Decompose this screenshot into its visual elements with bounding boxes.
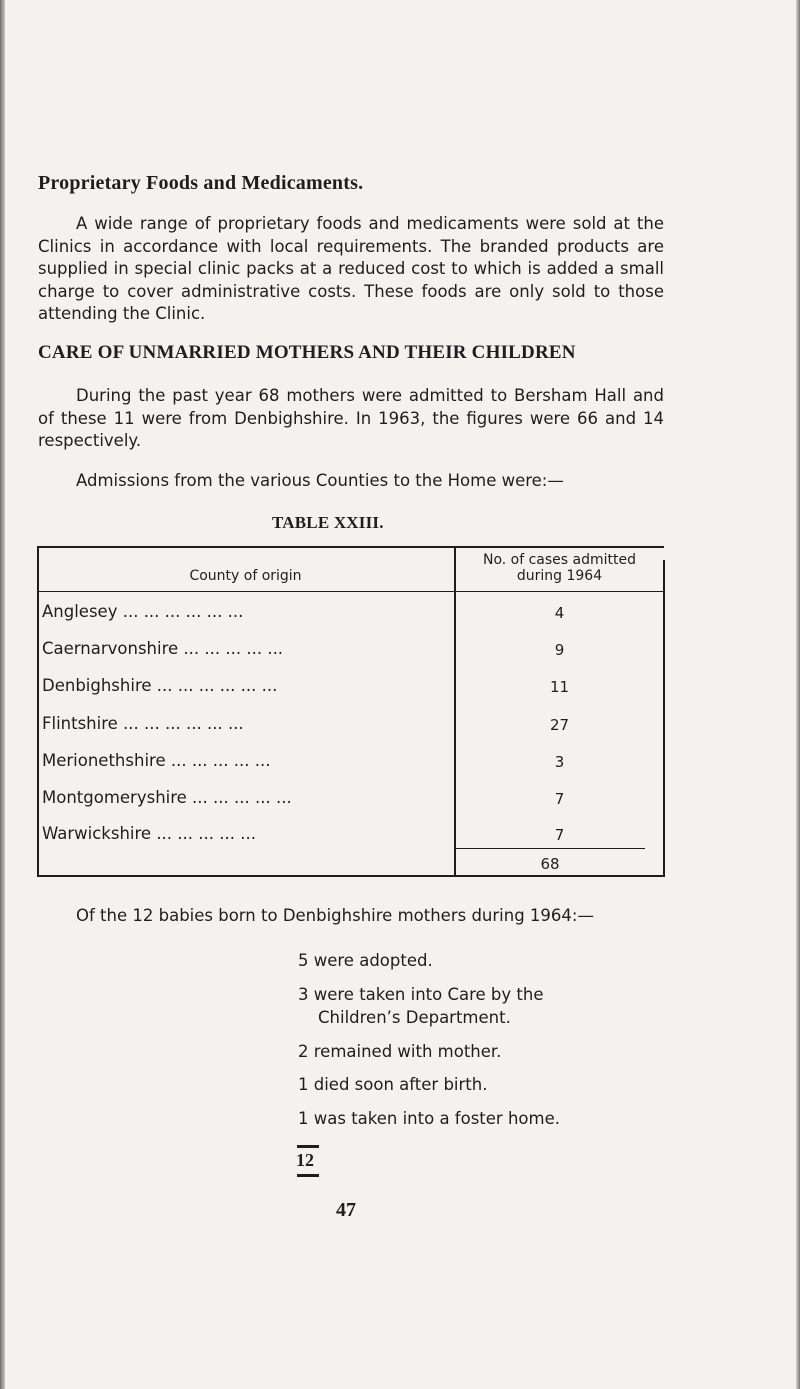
table-row-county: Merionethshire ... ... ... ... ... (42, 751, 271, 770)
table-header-rule (37, 591, 664, 592)
babies-total: 12 (296, 1150, 314, 1170)
table-row-county: Denbighshire ... ... ... ... ... ... (42, 676, 278, 695)
table-header-cases-line1: No. of cases admitted (482, 552, 637, 568)
babies-total-rule-top (297, 1145, 319, 1148)
section-heading-unmarried-mothers: CARE OF UNMARRIED MOTHERS AND THEIR CHILDREN (38, 342, 576, 363)
table-row-cases: 11 (549, 678, 570, 696)
babies-outcome-item: 1 died soon after birth. (298, 1075, 488, 1094)
paragraph-admissions-intro: Admissions from the various Counties to the Home were:— (76, 471, 564, 490)
page-number: 47 (336, 1199, 356, 1221)
babies-total-rule-bottom (297, 1174, 319, 1177)
table-row-county: Warwickshire ... ... ... ... ... (42, 824, 256, 843)
table-header-county: County of origin (189, 568, 302, 584)
paragraph-proprietary-foods: A wide range of proprietary foods and medicaments were sold at the Clinics in accordance with local requirements. The branded products are supplied in special clinic packs at a reduced cost to which is added a small charge to cover administrative costs. These foods are only sold to those attending the Clinic. (38, 214, 664, 323)
babies-outcome-item-continued: Children’s Department. (318, 1008, 511, 1027)
table-total-cases: 68 (540, 855, 560, 873)
table-row-cases: 27 (549, 716, 570, 734)
babies-outcome-item: 3 were taken into Care by the (298, 985, 544, 1004)
table-row-county: Caernarvonshire ... ... ... ... ... (42, 639, 284, 658)
table-row-county: Anglesey ... ... ... ... ... ... (42, 602, 244, 621)
section-heading-proprietary-foods: Proprietary Foods and Medicaments. (38, 172, 364, 194)
babies-outcome-item: 5 were adopted. (298, 951, 433, 970)
babies-outcome-item: 2 remained with mother. (298, 1042, 502, 1061)
paragraph-admissions-summary: During the past year 68 mothers were admitted to Bersham Hall and of these 11 were from Denbighshire. In 1963, the figures were 66 and 14 respectively. (38, 386, 664, 450)
table-title: TABLE XXIII. (272, 513, 384, 532)
paragraph-babies-intro: Of the 12 babies born to Denbighshire mothers during 1964:— (76, 906, 594, 925)
admissions-table (37, 546, 664, 877)
scan-edge-left (0, 0, 5, 1389)
scan-edge-right (796, 0, 800, 1389)
table-bottom-rule (37, 875, 664, 877)
table-top-rule (37, 546, 664, 548)
table-total-rule (455, 848, 645, 849)
table-row-county: Flintshire ... ... ... ... ... ... (42, 714, 244, 733)
babies-outcome-item: 1 was taken into a foster home. (298, 1109, 560, 1128)
table-row-county: Montgomeryshire ... ... ... ... ... (42, 788, 292, 807)
table-row-cases: 4 (554, 604, 565, 622)
table-row-cases: 7 (554, 790, 565, 808)
table-row-cases: 3 (554, 753, 565, 771)
table-header-cases-line2: during 1964 (516, 568, 603, 584)
table-row-cases: 9 (554, 641, 565, 659)
table-row-cases: 7 (554, 826, 565, 844)
table-left-rule (37, 546, 39, 877)
